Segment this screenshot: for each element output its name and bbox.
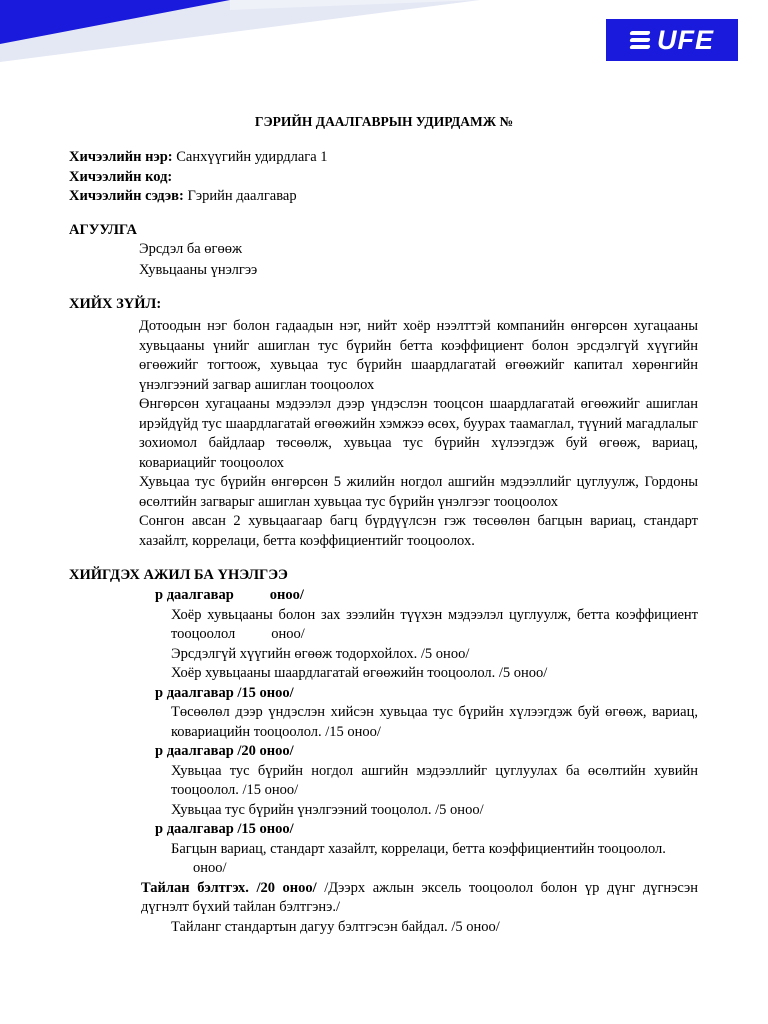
what-to-do-paragraph: Хувьцаа тус бүрийн өнгөрсөн 5 жилийн ногдол ашгийн мэдээллийг цуглуулж, Гордоны өсөлтийн загварыг ашиглан хувьцаа тус бүрийн үнэлгээг тооцоолох	[139, 474, 698, 510]
task-3-item-2: Хувьцаа тус бүрийн үнэлгээний тооцолол. /5 оноо/	[171, 801, 484, 818]
course-topic-label: Хичээлийн сэдэв:	[69, 188, 184, 204]
corner-decoration	[0, 0, 480, 62]
task-1-item-3: Хоёр хувьцааны шаардлагатай өгөөжийн тооцоолол. /5 оноо/	[171, 665, 548, 681]
task-1-item-1-text: Хоёр хувьцааны болон зах зээлийн түүхэн мэдээлэл цуглуулж, бетта коэффициент тооцоолол	[171, 606, 698, 642]
task-1-item-1-points: оноо/	[271, 626, 305, 642]
task-3-title: р даалгавар /20 оноо/	[155, 743, 294, 759]
what-to-do-paragraph: Сонгон авсан 2 хувьцаагаар багц бүрдүүлсэн гэж төсөөлөн багцын вариац, стандарт хазайлт, коррелаци, бетта коэффициентийг тооцоолох.	[139, 513, 698, 549]
course-code-row	[69, 168, 328, 188]
task-3-item-1: Хувьцаа тус бүрийн ногдол ашгийн мэдээллийг цуглуулах ба өсөлтийн хувийн тооцоолол. /15 оноо/	[171, 762, 698, 798]
task-4-item-1-points: оноо/	[193, 860, 227, 876]
task-1-item-1	[69, 606, 698, 645]
document-title: ГЭРИЙН ДААЛГАВРЫН УДИРДАМЖ №	[254, 114, 514, 129]
course-topic-value: Гэрийн даалгавар	[187, 188, 297, 204]
course-meta	[69, 148, 328, 207]
task-4-item-1-text: Багцын вариац, стандарт хазайлт, коррелаци, бетта коэффициентийн тооцоолол.	[171, 840, 666, 857]
course-name-value: Санхүүгийн удирдлага 1	[176, 149, 328, 165]
content-item: Эрсдэл ба өгөөж	[139, 241, 242, 257]
what-to-do-paragraph: Өнгөрсөн хугацааны мэдээлэл дээр үндэслэн тооцсон шаардлагатай өгөөжийг ашиглан ирэйдүйд тус шаардлагатай өгөөжийн хэмжээ өсөх, буурах таамаглал, түүний магадлалыг зохиомол байдлаар төсөөлж, хувьцаа тус бүрийн хүлээгдэж буй өгөөж, вариац, ковариацийг тооцоолох	[139, 396, 698, 471]
ufe-logo	[606, 19, 738, 61]
course-name-row	[69, 148, 328, 168]
task-4-title: р даалгавар /15 оноо/	[155, 821, 294, 837]
content-item: Хувьцааны үнэлгээ	[139, 262, 258, 278]
report-title: Тайлан бэлтгэх. /20 оноо/	[141, 879, 317, 896]
content-list	[139, 239, 257, 281]
task-4-item-1	[69, 840, 698, 879]
tasks-section	[69, 586, 698, 937]
task-1-title-points: оноо/	[269, 587, 304, 603]
task-2-item-1: Төсөөлөл дээр үндэслэн хийсэн хувьцаа тус бүрийн хүлээгдэж буй өгөөж, вариац, ковариацийн тооцоолол. /15 оноо/	[171, 704, 698, 740]
what-to-do-paragraph: Дотоодын нэг болон гадаадын нэг, нийт хоёр нээлттэй компанийн өнгөрсөн хугацааны хувьцааны үнийг ашиглан тус бүрийн бетта коэффициент болон эрсдэлгүй хүүгийн өгөөжийг тогтоож, хувьцаа тус бүрийн шаардлагатай өгөөжийг капитал хөрөнгийн үнэлгээний загвар ашиглан тооцоолох	[139, 318, 698, 393]
course-topic-row	[69, 187, 328, 207]
report-item-1: Тайланг стандартын дагуу бэлтгэсэн байдал. /5 оноо/	[171, 918, 500, 935]
task-1-title	[69, 586, 698, 606]
tasks-heading: ХИЙГДЭХ АЖИЛ БА ҮНЭЛГЭЭ	[69, 567, 288, 583]
report-section	[69, 879, 698, 918]
what-to-do-heading: ХИЙХ ЗҮЙЛ:	[69, 296, 162, 312]
task-1-item-2: Эрсдэлгүй хүүгийн өгөөж тодорхойлох. /5 оноо/	[171, 645, 470, 662]
ufe-logo-text: UFE	[657, 24, 714, 55]
course-name-label: Хичээлийн нэр:	[69, 149, 173, 165]
content-heading: АГУУЛГА	[69, 222, 137, 238]
what-to-do-body	[139, 317, 698, 551]
ufe-logo-mark-icon	[630, 31, 650, 49]
course-code-label: Хичээлийн код:	[69, 168, 173, 185]
report-desc: /Дээрх ажлын эксель тооцоолол болон үр дүнг дүгнэсэн дүгнэлт бүхий тайлан бэлтгэнэ./	[141, 879, 699, 915]
task-2-title: р даалгавар /15 оноо/	[155, 684, 294, 701]
task-1-title-text: р даалгавар	[155, 587, 234, 603]
